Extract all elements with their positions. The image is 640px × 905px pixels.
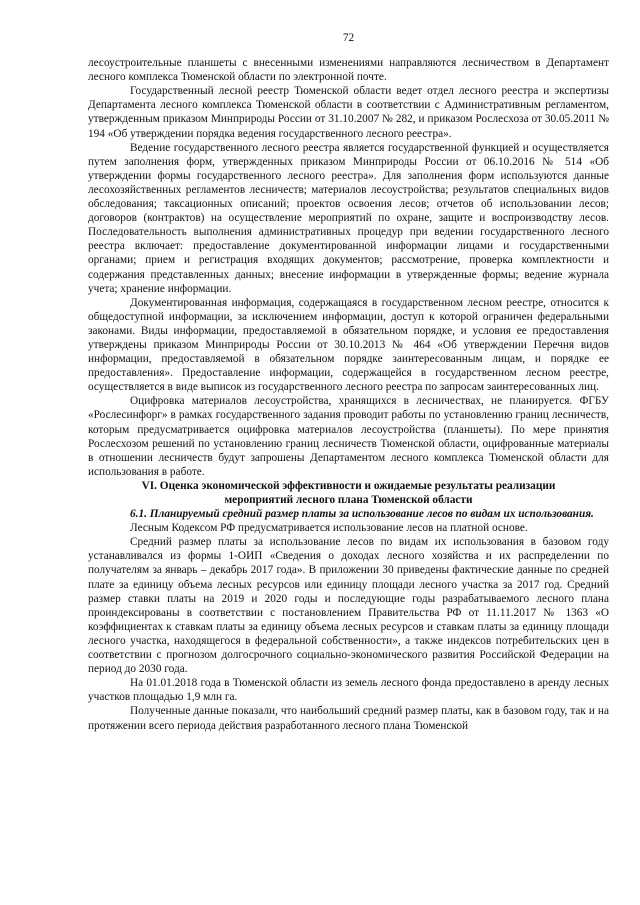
paragraph-documented-information: Документированная информация, содержащаяся в государственном лесном реестре, относится к общедоступной информации, за исключением информации, доступ к которой ограничен федеральными законами. Виды информации, предоставляемой в обязательном порядке, и условия ее предоставления утверждены приказом Минприроды России от 30.10.2013 № 464 «Об утверждении Перечня видов информации, предоставляемой в обязательном порядке заинтересованным лицам, и порядке ее предоставления». Предоставление информации, содержащейся в государственном лесном реестре, осуществляется в виде выписок из государственного лесного реестра по запросам заинтересованных лиц. [88,296,609,394]
paragraph-registry-maintenance: Ведение государственного лесного реестра является государственной функцией и осуществляется путем заполнения форм, утвержденных приказом Минприроды России от 06.10.2016 № 514 «Об утверждении формы государственного лесного реестра». Для заполнения форм используются данные лесохозяйственных регламентов лесничеств; материалов лесоустройства; результатов специальных видов обследования; таксационных описаний; проектов освоения лесов; отчетов об использовании лесов; договоров (контрактов) на осуществление мероприятий по охране, защите и воспроизводству лесов. Последовательность выполнения административных процедур при ведении государственного лесного реестра включает: предоставление документированной информации лицами и государственными органами; прием и регистрация входящих документов; рассмотрение, проверка комплектности и содержания представленных данных; внесение информации в утвержденные формы; ведение журнала учета; хранение информации. [88,141,609,295]
paragraph-digitization: Оцифровка материалов лесоустройства, хранящихся в лесничествах, не планируется. ФГБУ «Рослесинфорг» в рамках государственного задания проводит работы по установлению границ лесничеств, которым предусматривается оцифровка материалов лесоустройства (планшеты). По мере принятия Рослесхозом решений по установлению границ лесничеств Тюменской области, оцифрованные материалы в отношении лесничеств будут запрошены Департаментом лесного комплекса Тюменской области для использования в работе. [88,395,609,478]
paragraph-lease-area: На 01.01.2018 года в Тюменской области из земель лесного фонда предоставлено в аренду лесных участков площадью 1,9 млн га. [88,677,609,704]
paragraph-results: Полученные данные показали, что наибольший средний размер платы, как в базовом году, так и на протяжении всего периода действия разработанного лесного плана Тюменской [88,705,609,732]
paragraph-continuation: лесоустроительные планшеты с внесенными изменениями направляются лесничеством в Департамент лесного комплекса Тюменской области по электронной почте. [88,57,609,84]
section-heading: VI. Оценка экономической эффективности и ожидаемые результаты реализации мероприятий лесного плана Тюменской области [141,479,556,506]
paragraph-forest-code: Лесным Кодексом РФ предусматривается использование лесов на платной основе. [130,522,528,535]
page-number: 72 [342,32,355,44]
paragraph-forest-registry: Государственный лесной реестр Тюменской области ведет отдел лесного реестра и экспертизы Департамента лесного комплекса Тюменской области в соответствии с Административным регламентом, утвержденным приказом Минприроды России от 31.10.2007 № 282, и приказом Рослесхоза от 30.05.2011 № 194 «Об утверждении порядка ведения государственного лесного реестра». [88,85,609,140]
subsection-heading: 6.1. Планируемый средний размер платы за использование лесов по видам их использования. [130,508,594,521]
paragraph-average-fee: Средний размер платы за использование лесов по видам их использования в базовом году устанавливался из формы 1-ОИП «Сведения о доходах лесного хозяйства и их распределении по получателям за январь – декабрь 2017 года». В приложении 30 приведены фактические данные по средней плате за единицу объема лесных ресурсов или единицу площади лесного участка за 2017 год. Средний размер ставки платы на 2019 и 2020 годы и последующие годы разрабатываемого лесного плана проиндексированы в соответствии с постановлением Правительства РФ от 11.11.2017 № 1363 «О коэффициентах к ставкам платы за единицу объема лесных ресурсов и ставкам платы за единицу площади лесного участка, находящегося в федеральной собственности», а также индексов потребительских цен в соответствии с прогнозом долгосрочного социально-экономического развития Российской Федерации на период до 2030 года. [88,536,609,676]
